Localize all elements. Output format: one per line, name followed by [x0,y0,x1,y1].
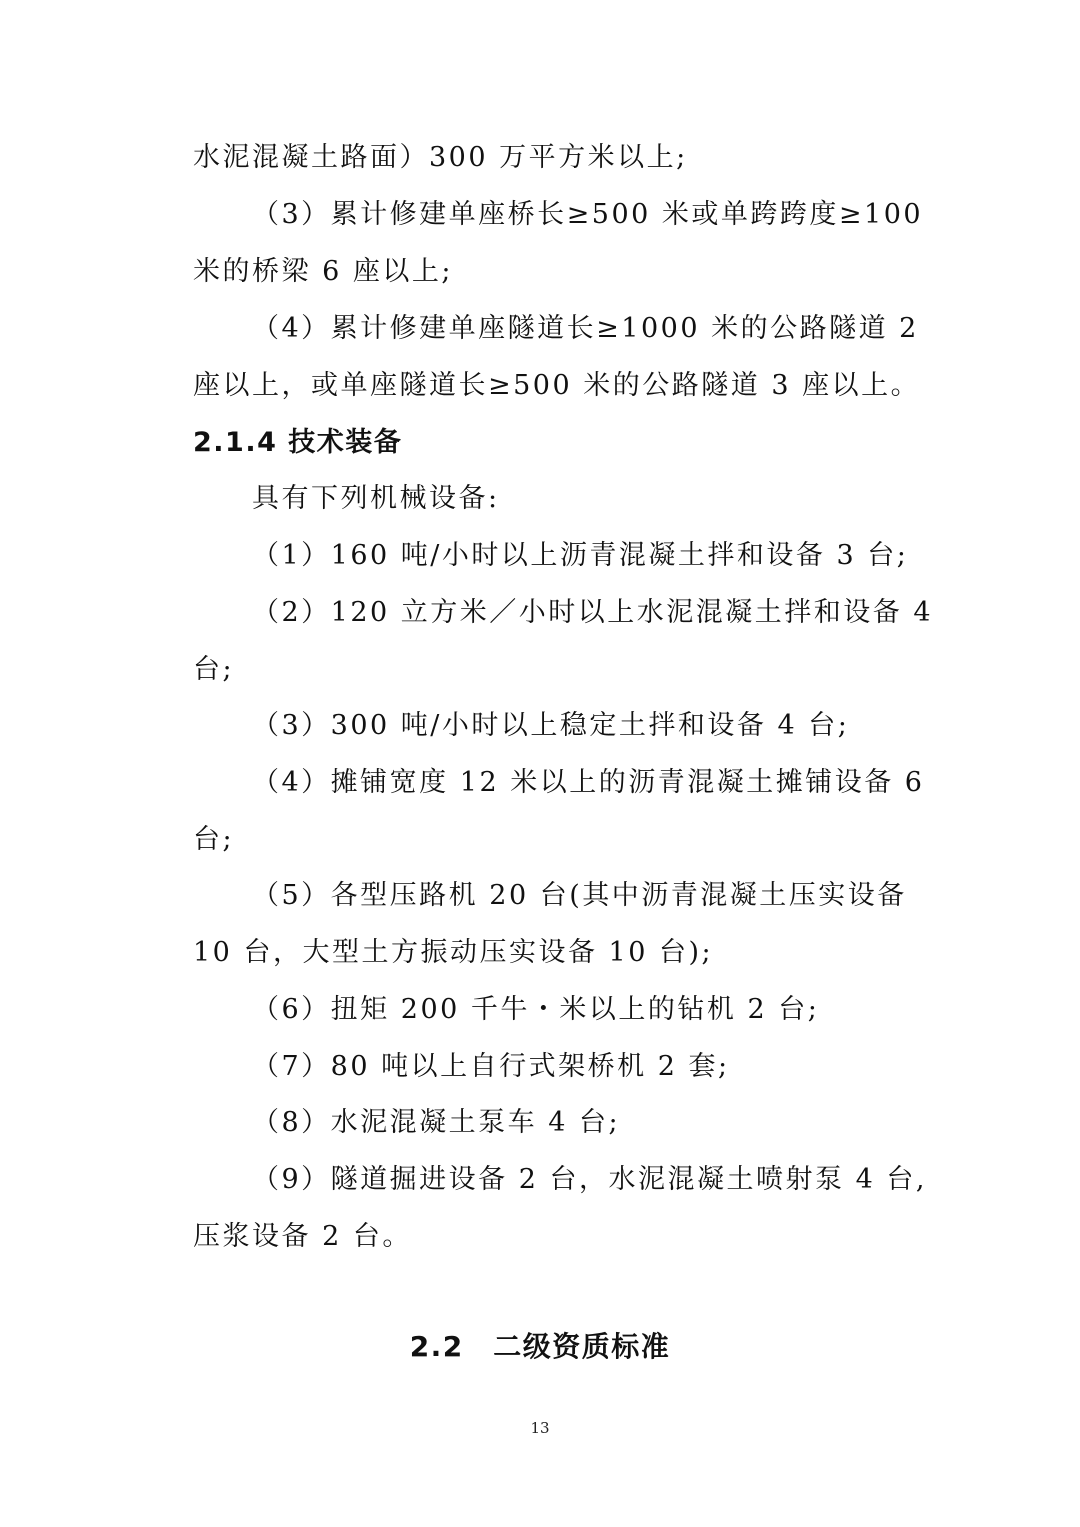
subsection-heading: 2.1.4 技术装备 [193,427,403,458]
paragraph-line: （3）累计修建单座桥长≥500 米或单跨跨度≥100 [252,199,924,230]
equipment-item: （3）300 吨/小时以上稳定土拌和设备 4 台; [252,710,850,741]
equipment-item: （4）摊铺宽度 12 米以上的沥青混凝土摊铺设备 6 [252,767,925,798]
equipment-item: （6）扭矩 200 千牛・米以上的钻机 2 台; [252,994,820,1025]
equipment-item: （1）160 吨/小时以上沥青混凝土拌和设备 3 台; [252,540,909,571]
equipment-item: （8）水泥混凝土泵车 4 台; [252,1107,621,1138]
equipment-item: （9）隧道掘进设备 2 台，水泥混凝土喷射泵 4 台, [252,1164,927,1195]
equipment-item: （2）120 立方米／小时以上水泥混凝土拌和设备 4 [252,597,934,628]
paragraph-line: 水泥混凝土路面）300 万平方米以上; [193,142,688,173]
paragraph-line: 座以上，或单座隧道长≥500 米的公路隧道 3 座以上。 [193,370,921,401]
equipment-item-continuation: 10 台，大型土方振动压实设备 10 台); [193,937,714,968]
equipment-item-continuation: 台; [193,654,235,685]
paragraph-line: （4）累计修建单座隧道长≥1000 米的公路隧道 2 [252,313,919,344]
equipment-item-continuation: 压浆设备 2 台。 [193,1221,412,1252]
equipment-item-continuation: 台; [193,824,235,855]
equipment-intro: 具有下列机械设备: [252,483,500,514]
section-title: 2.2 二级资质标准 [409,1330,671,1363]
paragraph-line: 米的桥梁 6 座以上; [193,256,453,287]
equipment-item: （5）各型压路机 20 台(其中沥青混凝土压实设备 [252,880,907,911]
page-number: 13 [530,1419,550,1437]
equipment-item: （7）80 吨以上自行式架桥机 2 套; [252,1051,730,1082]
